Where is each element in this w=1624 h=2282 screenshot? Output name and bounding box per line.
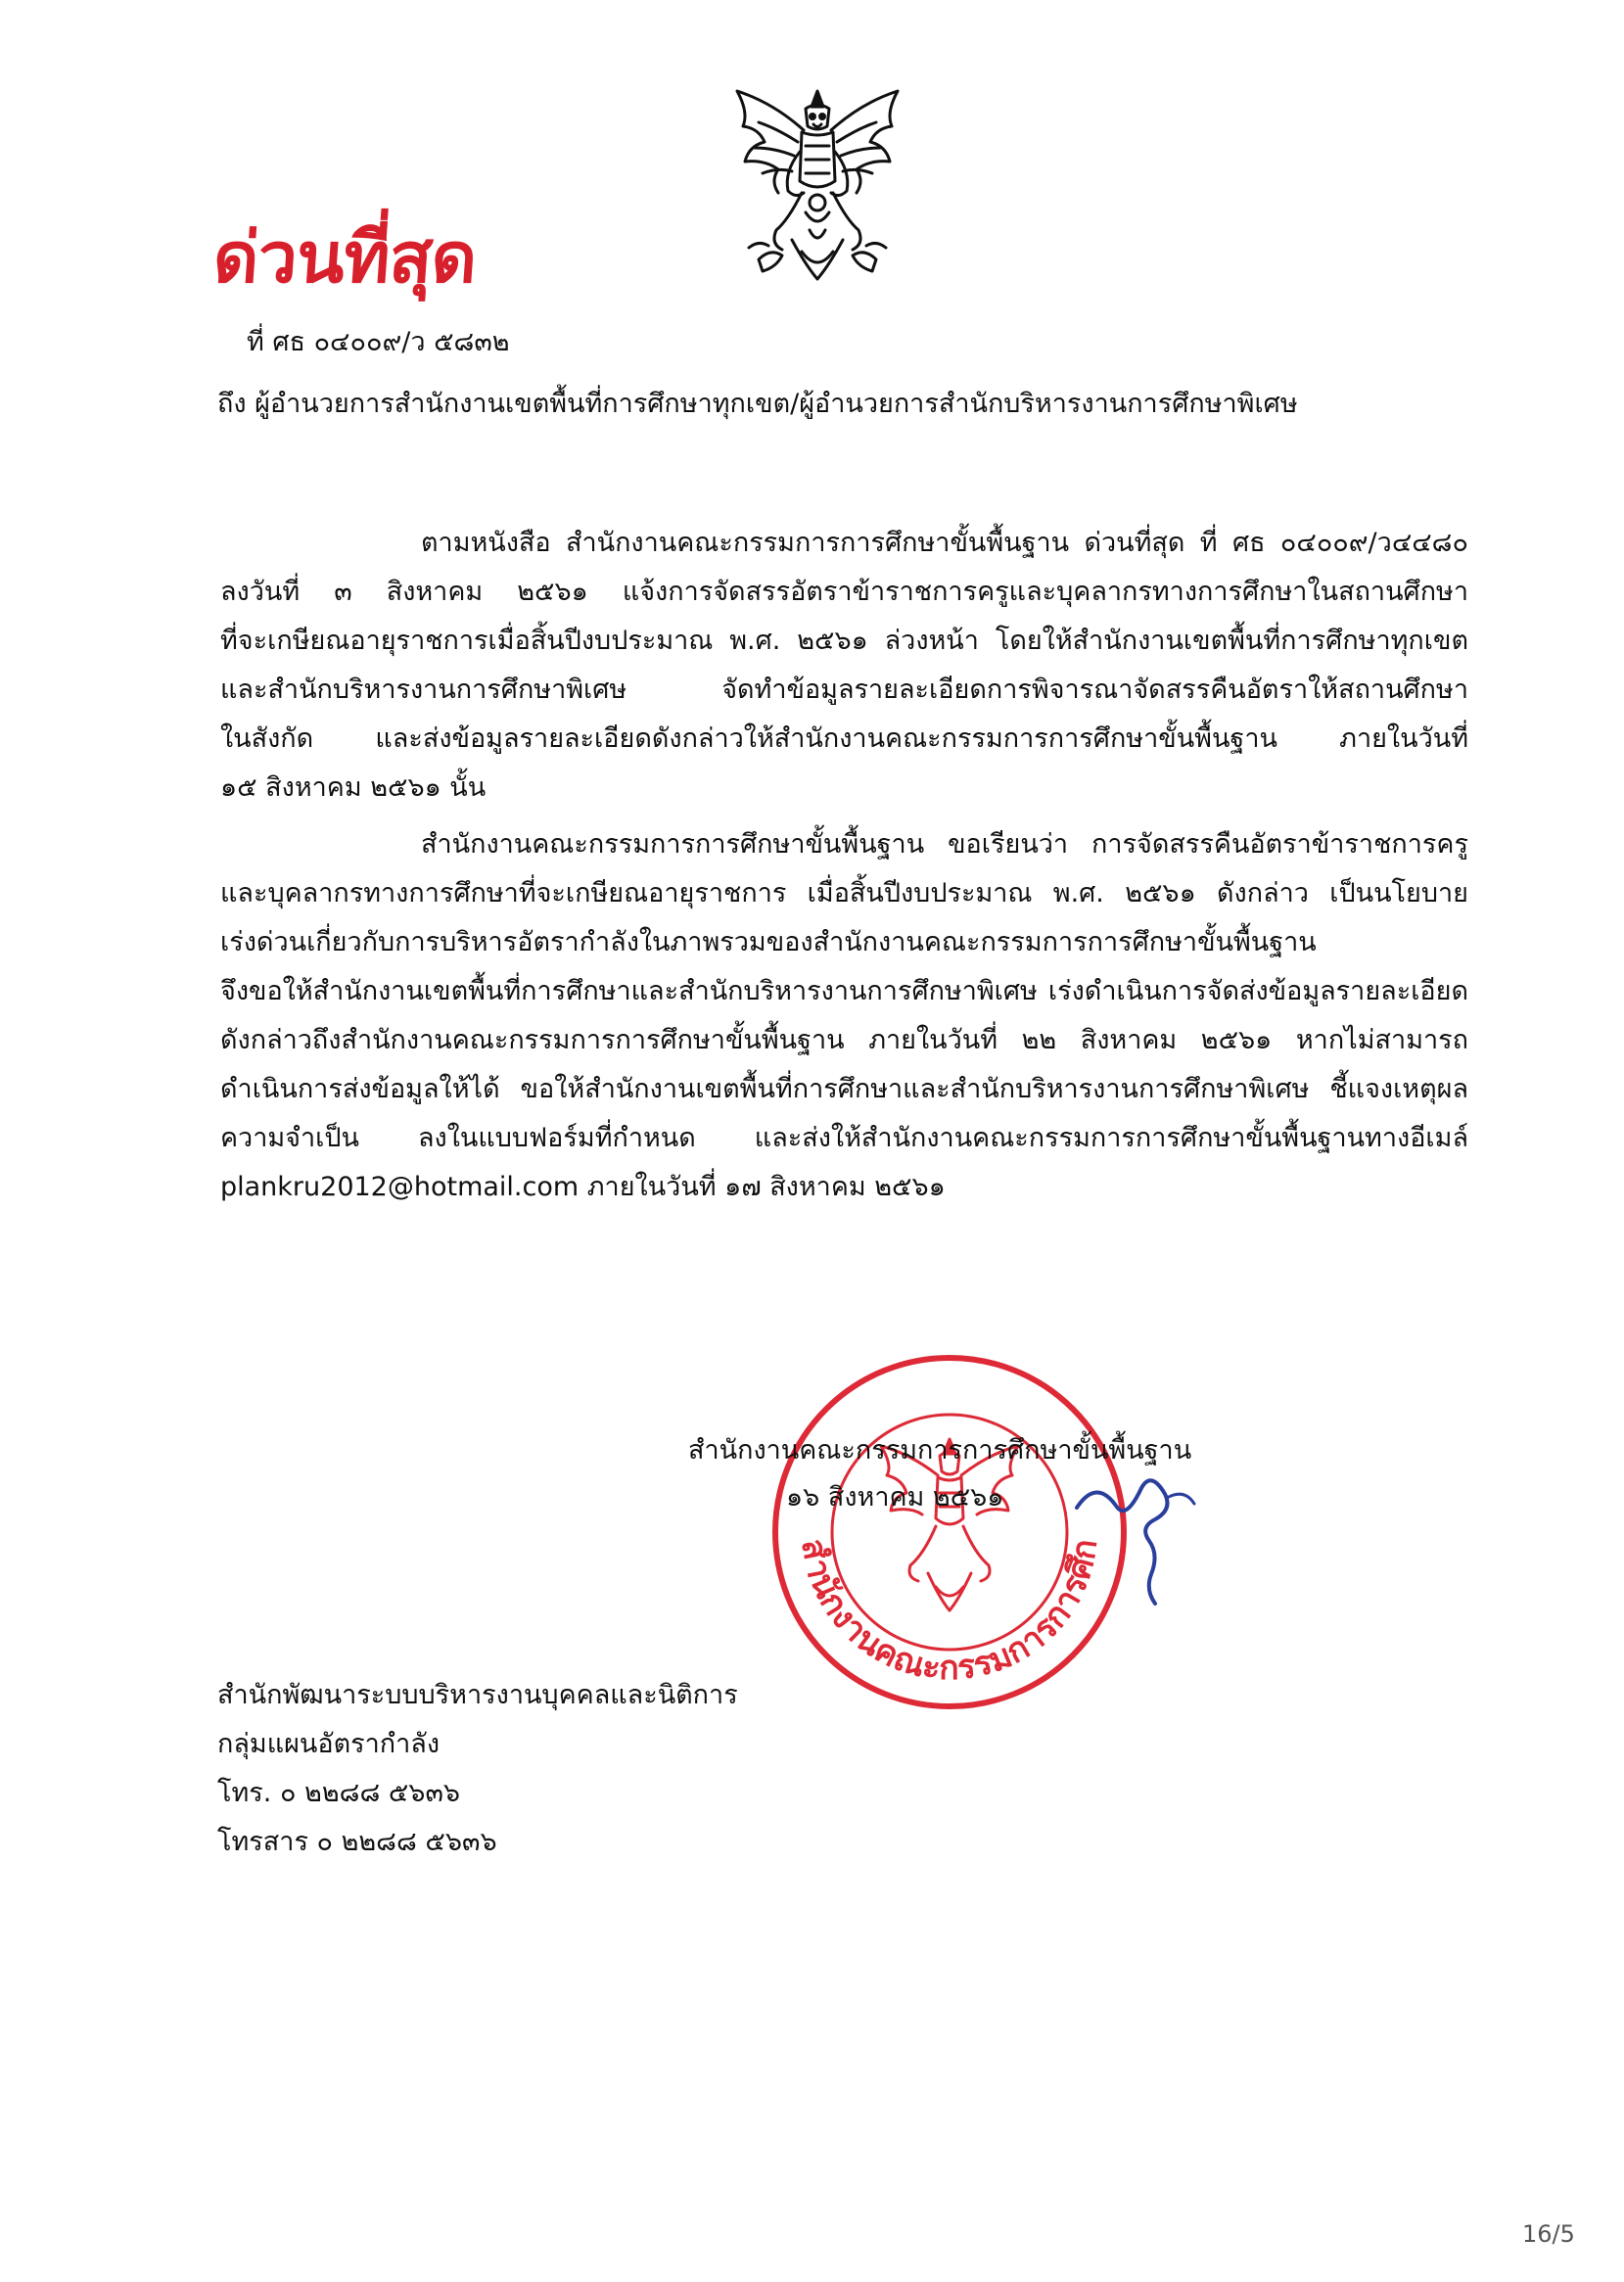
footer-group: กลุ่มแผนอัตรากำลัง [217, 1729, 441, 1759]
footer-fax: โทรสาร ๐ ๒๒๘๘ ๕๖๓๖ [217, 1827, 497, 1857]
paragraph-line: ดังกล่าวถึงสำนักงานคณะกรรมการการศึกษาขั้นพื้นฐาน ภายในวันที่ ๒๒ สิงหาคม ๒๕๖๑ หากไม่สามารถ [220, 1025, 1468, 1055]
paragraph-line: plankru2012@hotmail.com ภายในวันที่ ๑๗ สิงหาคม ๒๕๖๑ [220, 1172, 946, 1202]
reference-number: ที่ ศธ ๐๔๐๐๙/ว ๕๘๓๒ [247, 327, 510, 357]
paragraph-line: และสำนักบริหารงานการศึกษาพิเศษ จัดทำข้อมูลรายละเอียดการพิจารณาจัดสรรคืนอัตราให้สถานศึกษา [220, 675, 1468, 705]
page-annotation: 16/5 [1522, 2220, 1575, 2248]
handwritten-signature-icon [1057, 1459, 1214, 1615]
footer-telephone: โทร. ๐ ๒๒๘๘ ๕๖๓๖ [217, 1778, 461, 1808]
paragraph-line: จึงขอให้สำนักงานเขตพื้นที่การศึกษาและสำนักบริหารงานการศึกษาพิเศษ เร่งดำเนินการจัดส่งข้อมูลรายละเอียด [220, 976, 1468, 1006]
paragraph-line: ลงวันที่ ๓ สิงหาคม ๒๕๖๑ แจ้งการจัดสรรอัตราข้าราชการครูและบุคลากรทางการศึกษาในสถานศึกษา [220, 577, 1468, 607]
urgency-label: ด่วนที่สุด [210, 216, 480, 299]
signature-organization: สำนักงานคณะกรรมการการศึกษาขั้นพื้นฐาน [688, 1435, 1192, 1466]
signature-date: ๑๖ สิงหาคม ๒๕๖๑ [786, 1482, 1004, 1513]
paragraph-line: และบุคลากรทางการศึกษาที่จะเกษียณอายุราชการ เมื่อสิ้นปีงบประมาณ พ.ศ. ๒๕๖๑ ดังกล่าว เป็นนโยบาย [220, 878, 1468, 908]
paragraph-line: ดำเนินการส่งข้อมูลให้ได้ ขอให้สำนักงานเขตพื้นที่การศึกษาและสำนักบริหารงานการศึกษาพิเศษ ชี้แจงเหตุผล [220, 1074, 1468, 1104]
seal-text: สำนักงานคณะกรรมการการศึก [793, 1535, 1106, 1689]
paragraph-line: ความจำเป็น ลงในแบบฟอร์มที่กำหนด และส่งให้สำนักงานคณะกรรมการการศึกษาขั้นพื้นฐานทางอีเมล์ [220, 1123, 1468, 1153]
paragraph-line: เร่งด่วนเกี่ยวกับการบริหารอัตรากำลังในภาพรวมของสำนักงานคณะกรรมการการศึกษาขั้นพื้นฐาน [220, 927, 1317, 957]
addressee-line: ถึง ผู้อำนวยการสำนักงานเขตพื้นที่การศึกษาทุกเขต/ผู้อำนวยการสำนักบริหารงานการศึกษาพิเศษ [217, 389, 1298, 419]
paragraph-line: ตามหนังสือ สำนักงานคณะกรรมการการศึกษาขั้นพื้นฐาน ด่วนที่สุด ที่ ศธ ๐๔๐๐๙/ว๔๔๘๐ [421, 528, 1468, 558]
paragraph-line: ที่จะเกษียณอายุราชการเมื่อสิ้นปีงบประมาณ พ.ศ. ๒๕๖๑ ล่วงหน้า โดยให้สำนักงานเขตพื้นที่การศึกษาทุกเขต [220, 626, 1468, 656]
garuda-emblem-icon [719, 83, 915, 294]
footer-department: สำนักพัฒนาระบบบริหารงานบุคคลและนิติการ [217, 1680, 738, 1710]
paragraph-line: สำนักงานคณะกรรมการการศึกษาขั้นพื้นฐาน ขอเรียนว่า การจัดสรรคืนอัตราข้าราชการครู [421, 829, 1468, 860]
paragraph-line: ๑๕ สิงหาคม ๒๕๖๑ นั้น [220, 772, 487, 803]
paragraph-line: ในสังกัด และส่งข้อมูลรายละเอียดดังกล่าวให้สำนักงานคณะกรรมการการศึกษาขั้นพื้นฐาน ภายในวันที่ [220, 723, 1468, 754]
